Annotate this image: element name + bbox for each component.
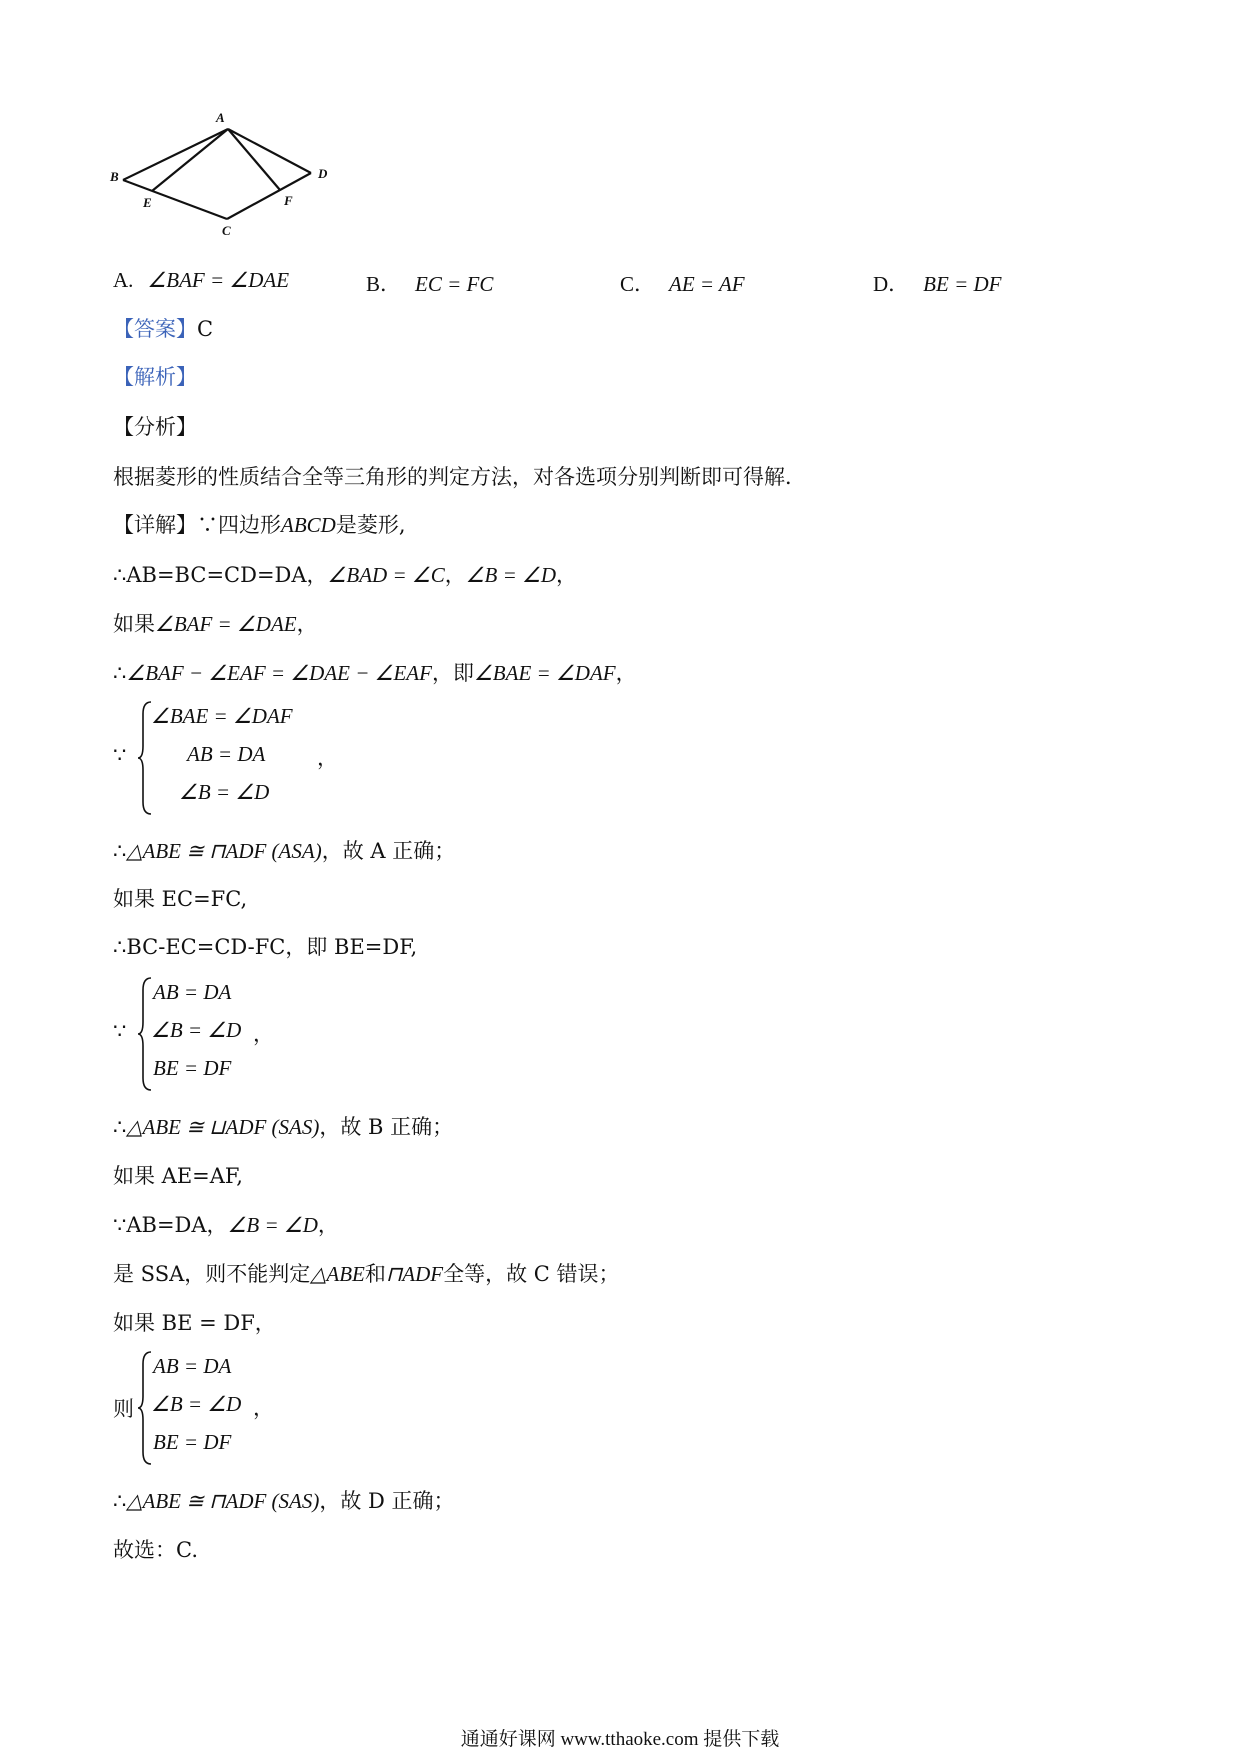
text: 如果 [113, 612, 155, 636]
analysis-text: 根据菱形的性质结合全等三角形的判定方法，对各选项分别判断即可得解． [113, 465, 806, 489]
label-e: E [143, 195, 152, 210]
rhombus-diagram [110, 108, 350, 248]
detail-line-4 [113, 658, 637, 688]
text: ∴ [113, 1115, 127, 1139]
rhombus-figure [110, 108, 350, 248]
text: ， [444, 563, 466, 587]
system-row: AB = DA [153, 980, 232, 1004]
label-a: A [216, 110, 225, 125]
fenxi-tag: 【分析】 [113, 415, 197, 439]
system-row: BE = DF [153, 1430, 232, 1454]
math: △ABE ≅ ⊓ADF (ASA) [126, 839, 322, 863]
text: ， [317, 1213, 339, 1237]
answer-tag: 【答案】 [113, 317, 197, 341]
answer-options [0, 268, 1240, 302]
text: ，即 [431, 661, 474, 685]
system-lead: 则 [113, 1397, 134, 1421]
system-trail: ， [253, 1022, 274, 1046]
edge-cd [227, 173, 311, 219]
math: △ABE [310, 1262, 365, 1286]
equation-system-2 [113, 976, 333, 1092]
option-expression: BE = DF [923, 272, 1002, 296]
text: ∵AB=DA， [113, 1213, 228, 1237]
system-row: AB = DA [187, 742, 266, 766]
final-choice: 故选：C. [113, 1538, 198, 1562]
system-row: ∠B = ∠D [151, 1392, 242, 1416]
math: ∠BAE = ∠DAF [473, 661, 616, 685]
label-c: C [222, 223, 231, 238]
math: △ABE ≅ ⊔ADF (SAS) [126, 1115, 320, 1139]
option-expression: EC = FC [415, 272, 494, 296]
math: ∠B = ∠D [227, 1213, 318, 1237]
option-letter: C． [620, 272, 656, 296]
label-f: F [284, 193, 293, 208]
text: ，故 A 正确； [321, 839, 456, 863]
detail-line-6: ∴BC-EC=CD-FC，即 BE=DF, [113, 935, 418, 959]
text: ∴ [113, 661, 127, 685]
text: ∵四边形 [197, 513, 281, 537]
label-d: D [318, 166, 328, 181]
system-row: ∠B = ∠D [179, 780, 270, 804]
text: ，故 D 正确； [319, 1489, 455, 1513]
option-expression: ∠BAF = ∠DAE [147, 268, 290, 292]
segment-af [228, 129, 280, 190]
footer-watermark: 通通好课网 www.tthaoke.com 提供下载 [460, 1729, 780, 1750]
detail-line-7: 如果 AE=AF, [113, 1164, 243, 1188]
text: ， [556, 563, 578, 587]
jiexi-tag: 【解析】 [113, 365, 197, 389]
system-lead: ∵ [113, 743, 127, 767]
equation-system-1 [113, 700, 373, 816]
text: ∴ [113, 1489, 127, 1513]
option-letter: A. [113, 268, 134, 292]
system-trail: ， [317, 746, 338, 770]
conclusion-2 [113, 1112, 453, 1142]
text: ， [615, 661, 637, 685]
option-letter: D． [873, 272, 910, 296]
math: △ABE ≅ ⊓ADF (SAS) [126, 1489, 320, 1513]
text: ∴ [113, 839, 127, 863]
detail-tag: 【详解】 [113, 513, 197, 537]
conclusion-1 [113, 836, 455, 866]
math: ABCD [281, 513, 336, 537]
math: ⊓ADF [385, 1262, 444, 1286]
option-a [113, 268, 289, 293]
answer-value: C [197, 317, 214, 341]
text: 和 [364, 1262, 386, 1286]
label-b: B [110, 169, 119, 184]
system-row: AB = DA [153, 1354, 232, 1378]
detail-line-2 [113, 560, 577, 590]
system-lead: ∵ [113, 1019, 127, 1043]
system-row: ∠BAE = ∠DAF [151, 704, 293, 728]
math: ∠BAF − ∠EAF = ∠DAE − ∠EAF [126, 661, 432, 685]
option-expression: AE = AF [669, 272, 745, 296]
system-trail: ， [253, 1396, 274, 1420]
answer-line [113, 314, 213, 344]
detail-line-8 [113, 1210, 339, 1240]
option-c [620, 268, 745, 298]
math: ∠BAF = ∠DAE [155, 612, 297, 636]
option-letter: B． [366, 272, 402, 296]
detail-line-5: 如果 EC=FC, [113, 887, 248, 911]
text: ∴AB=BC=CD=DA， [113, 563, 328, 587]
text: ，故 B 正确； [319, 1115, 454, 1139]
option-b [366, 268, 493, 298]
equation-system-3 [113, 1350, 333, 1466]
text: 是菱形, [335, 513, 406, 537]
text: 是 SSA，则不能判定 [113, 1262, 311, 1286]
text: ， [296, 612, 318, 636]
detail-line-1 [113, 510, 406, 540]
detail-line-3 [113, 609, 318, 639]
system-row: BE = DF [153, 1056, 232, 1080]
detail-line-10: 如果 BE = DF， [113, 1311, 276, 1335]
detail-line-9 [113, 1259, 620, 1289]
math: ∠B = ∠D [465, 563, 557, 587]
text: 全等，故 C 错误； [443, 1262, 620, 1286]
system-row: ∠B = ∠D [151, 1018, 242, 1042]
option-d [873, 268, 1002, 298]
edge-bc [123, 180, 227, 219]
edge-da [228, 129, 311, 173]
math: ∠BAD = ∠C [327, 563, 445, 587]
conclusion-3 [113, 1486, 455, 1516]
